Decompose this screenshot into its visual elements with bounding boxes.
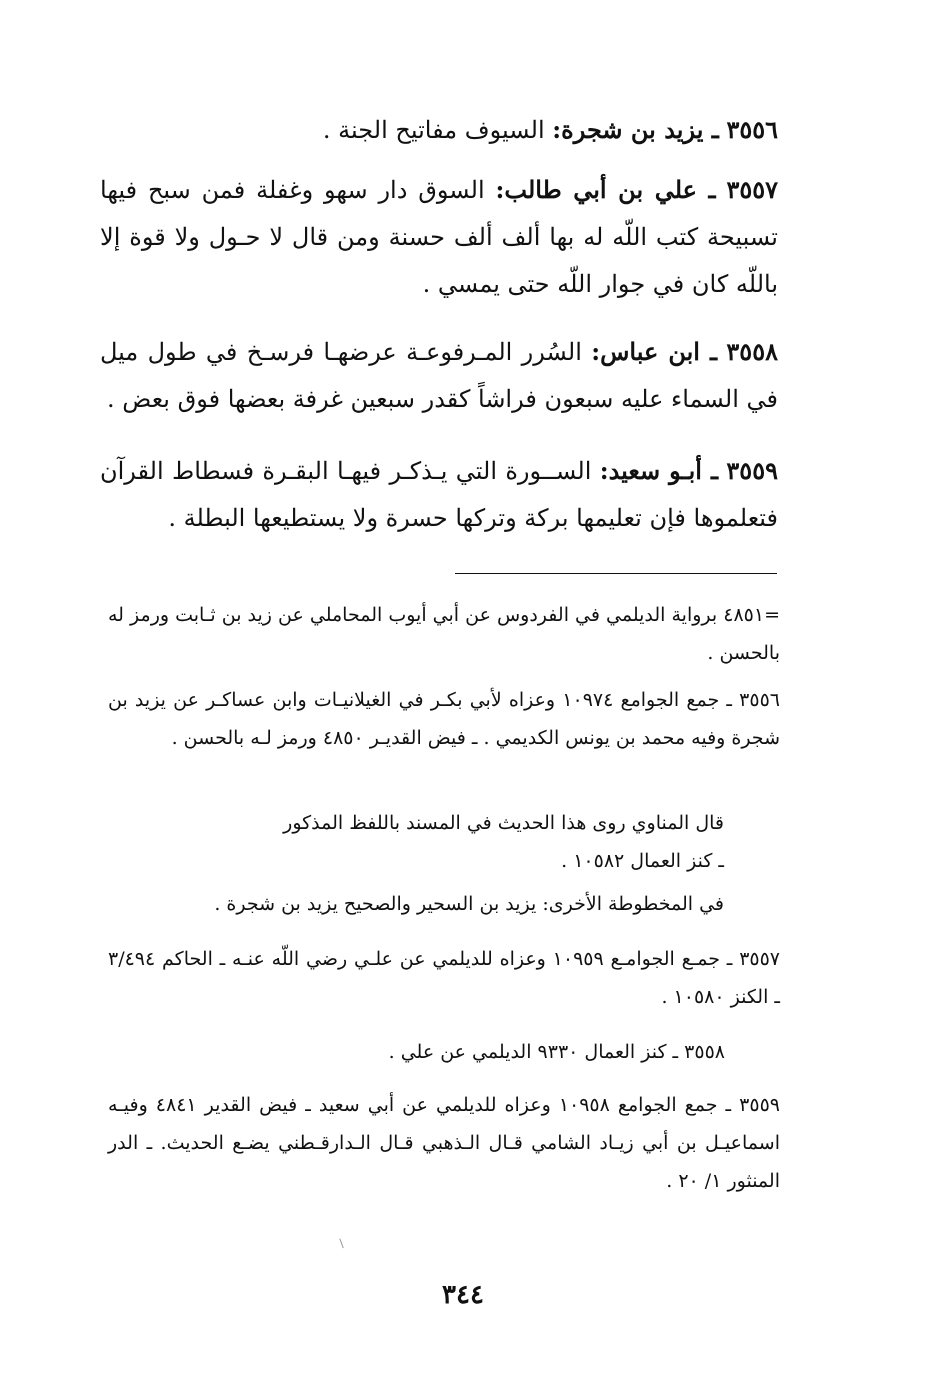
print-mark: [339, 1238, 345, 1248]
hadith-3558: ٣٥٥٨ ـ ابن عباس: السُرر المـرفوعـة عرضهـا فرسـخ في طول ميل في السماء عليه سبعون فراشاً كقدر سبعين غرفة بعضها فوق بعض .: [100, 337, 778, 413]
footnote-3556-manuscript: في المخطوطة الأخرى: يزيد بن السحير والصحيح يزيد بن شجرة .: [214, 893, 724, 915]
hadith-narrator: أبـو سعيد: [608, 456, 702, 485]
hadith-text: السوق دار سهو وغفلة فمن سبح فيها تسبيحة كتب اللّه له بها ألف ألف حسنة ومن قال لا حـول ولا قوة إلا باللّه كان في جوار اللّه حتى يمسي .: [100, 176, 778, 298]
footnote-3556-kanz: ـ كنز العمال ١٠٥٨٢ .: [561, 850, 724, 872]
hadith-number: ٣٥٥٧: [726, 175, 778, 204]
hadith-text: الســورة التي يـذكـر فيهـا البقـرة فسطاط القرآن فتعلموها فإن تعليمها بركة وتركها حسرة ولا يستطيعها البطلة .: [100, 457, 778, 532]
hadith-3556: ٣٥٥٦ ـ يزيد بن شجرة: السيوف مفاتيح الجنة .: [322, 115, 778, 144]
hadith-3557: ٣٥٥٧ ـ علي بن أبي طالب: السوق دار سهو وغفلة فمن سبح فيها تسبيحة كتب اللّه له بها ألف ألف حسنة ومن قال لا حـول ولا قوة إلا باللّه كان في جوار اللّه حتى يمسي .: [100, 175, 778, 298]
hadith-narrator: علي بن أبي طالب: [504, 175, 697, 204]
hadith-narrator: ابن عباس: [600, 337, 700, 366]
hadith-number: ٣٥٥٩: [726, 456, 778, 485]
footnote-3557: ٣٥٥٧ ـ جمـع الجوامـع ١٠٩٥٩ وعزاه للديلمي عن علـي رضي اللّه عنـه ـ الحاكم ٣/٤٩٤ ـ الكنز ١٠٥٨٠ .: [108, 948, 781, 1008]
hadith-text: السيوف مفاتيح الجنة .: [322, 116, 545, 144]
hadith-number: ٣٥٥٨: [726, 337, 778, 366]
page-number: ٣٤٤: [442, 1280, 484, 1310]
footnote-3556-munawi: قال المناوي روى هذا الحديث في المسند باللفظ المذكور: [283, 812, 724, 834]
footnote-3559: ٣٥٥٩ ـ جمع الجوامع ١٠٩٥٨ وعزاه للديلمي عن أبي سعيد ـ فيض القدير ٤٨٤١ وفيـه اسماعيـل بن أبي زيـاد الشامي قـال الـذهبي قـال الـدارقـطني يضـع الحديث. ـ الدر المنثور ١/ ٢٠ .: [108, 1094, 780, 1192]
footnote-3558: ٣٥٥٨ ـ كنز العمال ٩٣٣٠ الديلمي عن علي .: [388, 1041, 725, 1063]
footnote-4851: =٤٨٥١ برواية الديلمي في الفردوس عن أبي أيوب المحاملي عن زيد بن ثـابت ورمز له بالحسن .: [108, 604, 780, 664]
footnote-divider: [455, 573, 777, 574]
hadith-text: السُرر المـرفوعـة عرضهـا فرسـخ في طول ميل في السماء عليه سبعون فراشاً كقدر سبعين غرفة بعضها فوق بعض .: [100, 338, 778, 413]
hadith-narrator: يزيد بن شجرة: [561, 115, 704, 144]
hadith-number: ٣٥٥٦: [726, 115, 778, 144]
hadith-3559: ٣٥٥٩ ـ أبـو سعيد: الســورة التي يـذكـر فيهـا البقـرة فسطاط القرآن فتعلموها فإن تعليمها بركة وتركها حسرة ولا يستطيعها البطلة .: [100, 456, 778, 532]
footnote-3556: ٣٥٥٦ ـ جمع الجوامع ١٠٩٧٤ وعزاه لأبي بكـر في الغيلانيـات وابن عساكـر عن يزيد بن شجرة وفيه محمد بن يونس الكديمي . ـ فيض القديـر ٤٨٥٠ ورمز لـه بالحسن .: [108, 689, 780, 749]
